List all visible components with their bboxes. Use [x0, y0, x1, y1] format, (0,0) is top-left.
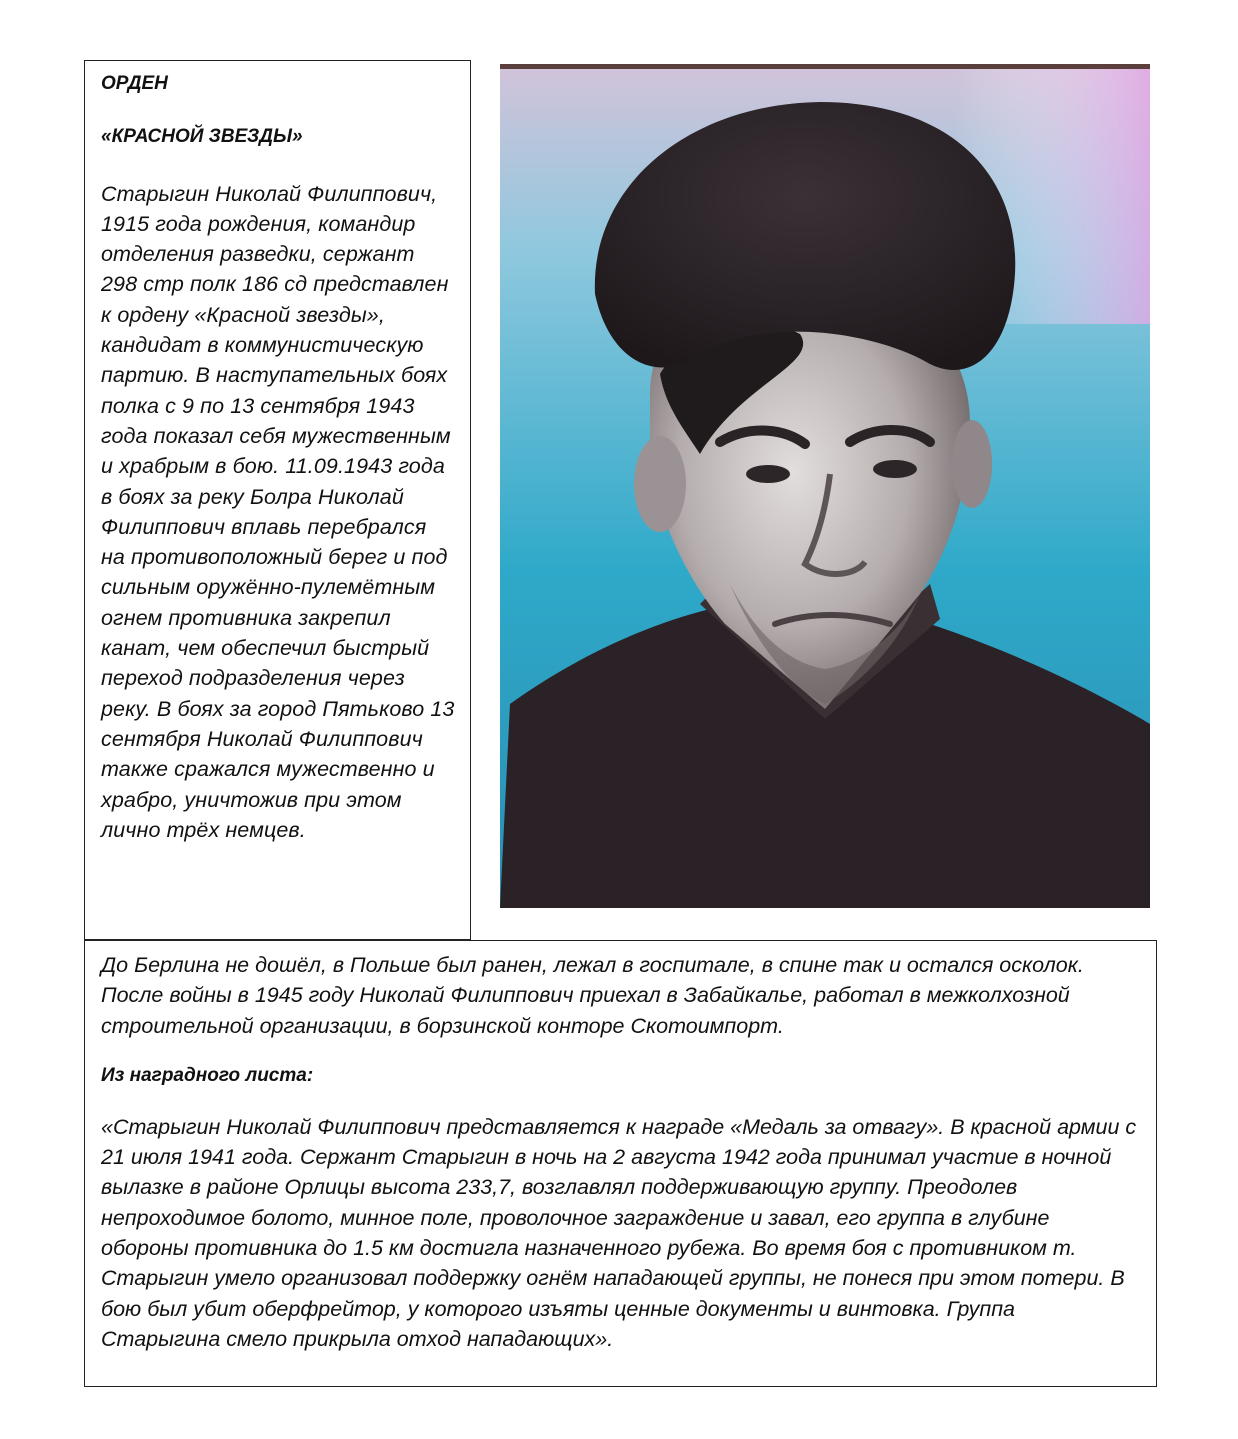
award-text-box [84, 60, 471, 940]
award-description: Старыгин Николай Филиппович, 1915 года рождения, командир отделения разведки, сержант 298 стр полк 186 сд представлен к ордену «Красной звезды», кандидат в коммунистическую партию. В наступательных боях полка с 9 по 13 сентября 1943 года показал себя мужественным и храбрым в бою. 11.09.1943 года в боях за реку Болра Николай Филиппович вплавь перебрался на противоположный берег и под сильным оружённо-пулемётным огнем противника закрепил канат, чем обеспечил быстрый переход подразделения через реку. В боях за город Пятьково 13 сентября Николай Филиппович также сражался мужественно и храбро, уничтожив при этом лично трёх немцев. [101, 181, 455, 842]
biography-box [84, 940, 1157, 1387]
award-sheet-quote: «Старыгин Николай Филиппович представляется к награде «Медаль за отвагу». В красной армии с 21 июля 1941 года. Сержант Старыгин в ночь на 2 августа 1942 года принимал участие в ночной вылазке в районе Орлицы высота 233,7, возглавлял поддерживающую группу. Преодолев непроходимое болото, минное поле, проволочное заграждение и завал, его группа в глубине обороны противника до 1.5 км достигла назначенного рубежа. Во время боя с противником т. Старыгин умело организовал поддержку огнём нападающей группы, не понеся при этом потери. В бою был убит оберфрейтор, у которого изъяты ценные документы и винтовка. Группа Старыгина смело прикрыла отход нападающих». [101, 1114, 1137, 1351]
award-sheet-subheading: Из наградного листа: [101, 1064, 314, 1086]
award-title-line2: «КРАСНОЙ ЗВЕЗДЫ» [101, 125, 303, 147]
portrait-photo [500, 64, 1150, 908]
portrait-image [500, 64, 1150, 908]
biography-text: До Берлина не дошёл, в Польше был ранен, лежал в госпитале, в спине так и остался осколок. После войны в 1945 году Николай Филиппович приехал в Забайкалье, работал в межколхозной строительной организации, в борзинской конторе Скотоимпорт. [101, 953, 1084, 1038]
award-title-line1: ОРДЕН [101, 73, 168, 94]
